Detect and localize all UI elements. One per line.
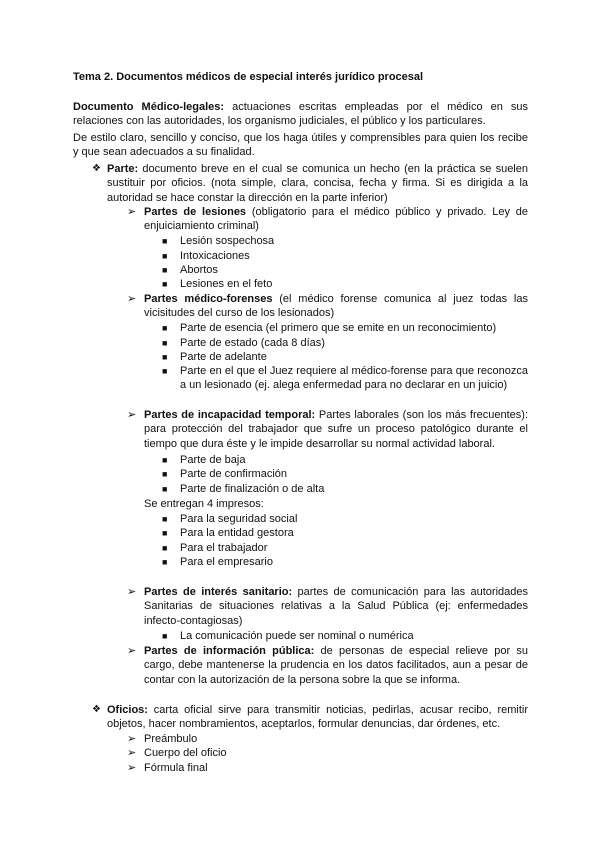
list-item — [162, 336, 528, 350]
square-bullet-icon: ■ — [162, 251, 168, 261]
parte-text: documento breve en el cual se comunica un hecho (en la práctica se suelen sustituir por oficios. (nota simple, clara, concisa, fecha y firma. Si es dirigida a la autoridad se hace constar la dirección en la parte inferior) — [107, 163, 528, 204]
square-bullet-icon: ■ — [162, 455, 168, 465]
square-bullet-icon: ■ — [162, 557, 168, 567]
list-item — [162, 482, 528, 496]
arrow-bullet-icon: ➢ — [127, 762, 137, 774]
list-item-text: Parte de baja — [180, 454, 246, 466]
list-item-text: Intoxicaciones — [180, 250, 250, 262]
arrow-bullet-icon: ➢ — [127, 293, 137, 305]
diamond-bullet-icon: ❖ — [92, 163, 101, 174]
intro-term: Documento Médico-legales: — [73, 101, 225, 113]
list-item-text — [107, 162, 528, 205]
list-item — [162, 526, 528, 540]
sanitario-text: partes de comunicación para las autoridades Sanitarias de situaciones relativas a la Salud Pública (ej: enfermedades infecto-contagiosas) — [144, 586, 528, 627]
arrow-bullet-icon: ➢ — [127, 733, 137, 745]
sanitario-term: Partes de interés sanitario: — [144, 586, 293, 598]
list-item — [127, 746, 528, 760]
square-bullet-icon: ■ — [162, 338, 168, 348]
list-item — [162, 277, 528, 291]
arrow-bullet-icon: ➢ — [127, 645, 137, 657]
list-item-incapacidad — [127, 408, 528, 451]
list-item-text — [144, 644, 528, 687]
list-item-text: Abortos — [180, 264, 218, 276]
list-item-text: Parte de estado (cada 8 días) — [180, 337, 325, 349]
page-title: Tema 2. Documentos médicos de especial interés jurídico procesal — [73, 71, 424, 83]
list-item-text: Lesiones en el feto — [180, 278, 273, 290]
list-item — [162, 467, 528, 481]
square-bullet-icon: ■ — [162, 323, 168, 333]
arrow-bullet-icon: ➢ — [127, 409, 137, 421]
list-item-text: Cuerpo del oficio — [144, 747, 227, 759]
lesiones-text: (obligatorio para el médico público y privado. Ley de enjuiciamiento criminal) — [144, 206, 528, 233]
square-bullet-icon: ■ — [162, 543, 168, 553]
intro-style: De estilo claro, sencillo y conciso, que los haga útiles y comprensibles para quien los recibe y que sean adecuados a su finalidad. — [73, 132, 528, 159]
arrow-bullet-icon: ➢ — [127, 586, 137, 598]
list-item-text: Parte de esencia (el primero que se emite en un reconocimiento) — [180, 322, 497, 334]
diamond-bullet-icon: ❖ — [92, 704, 101, 715]
list-item — [162, 512, 528, 526]
list-item — [127, 732, 528, 746]
list-item — [162, 234, 528, 248]
list-item-text: La comunicación puede ser nominal o numérica — [180, 630, 414, 642]
incapacidad-text: Partes laborales (son los más frecuentes): para protección del trabajador que sufre un proceso patológico durante el tiempo que dura éste y le impide desarrollar su normal actividad laboral. — [144, 409, 529, 450]
list-item — [162, 249, 528, 263]
square-bullet-icon: ■ — [162, 528, 168, 538]
list-item-text: Para la entidad gestora — [180, 527, 294, 539]
square-bullet-icon: ■ — [162, 484, 168, 494]
oficios-text: carta oficial sirve para transmitir noticias, pedirlas, acusar recibo, remitir objetos, hacer nombramientos, aceptarlos, formular denuncias, dar órdenes, etc. — [107, 704, 528, 731]
list-item-text: Parte de adelante — [180, 351, 267, 363]
square-bullet-icon: ■ — [162, 514, 168, 524]
list-item — [162, 263, 528, 277]
publica-text: de personas de especial relieve por su cargo, debe mantenerse la prudencia en los datos facilitados, aun a pesar de contar con la autorización de la persona sobre la que se informa. — [144, 645, 528, 686]
square-bullet-icon: ■ — [162, 279, 168, 289]
forenses-term: Partes médico-forenses — [144, 293, 273, 305]
square-bullet-icon: ■ — [162, 236, 168, 246]
list-item — [162, 453, 528, 467]
square-bullet-icon: ■ — [162, 366, 168, 376]
parte-term: Parte: — [107, 163, 139, 175]
list-item-sanitario — [127, 585, 528, 628]
list-item — [162, 629, 528, 643]
list-item-forenses — [127, 292, 528, 321]
intro-definition-text: actuaciones escritas empleadas por el médico en sus relaciones con las autoridades, los organismo judiciales, el público y los particulares. — [73, 101, 529, 128]
list-item-text — [144, 292, 528, 321]
list-item-text: Para el empresario — [180, 556, 273, 568]
list-item-text: Parte en el que el Juez requiere al médico-forense para que reconozca a un lesionado (ej. alega enfermedad para no declarar en un juicio) — [180, 365, 528, 392]
list-item-text — [144, 205, 528, 234]
list-item-text — [144, 408, 528, 451]
list-item-text: Parte de finalización o de alta — [180, 483, 325, 495]
arrow-bullet-icon: ➢ — [127, 747, 137, 759]
list-item-text — [144, 585, 528, 628]
square-bullet-icon: ■ — [162, 631, 168, 641]
oficios-term: Oficios: — [107, 704, 148, 716]
list-item-text: Para el trabajador — [180, 542, 268, 554]
list-item-parte — [92, 162, 528, 205]
list-item-text: Preámbulo — [144, 733, 198, 745]
list-item-text — [107, 703, 528, 732]
impresos-label: Se entregan 4 impresos: — [144, 498, 264, 510]
list-item — [162, 321, 528, 335]
list-item — [127, 761, 528, 775]
forenses-text: (el médico forense comunica al juez todas las vicisitudes del curso de los lesionados) — [144, 293, 528, 320]
list-item — [162, 555, 528, 569]
lesiones-term: Partes de lesiones — [144, 206, 247, 218]
square-bullet-icon: ■ — [162, 352, 168, 362]
list-item-lesiones — [127, 205, 528, 234]
square-bullet-icon: ■ — [162, 265, 168, 275]
arrow-bullet-icon: ➢ — [127, 206, 137, 218]
square-bullet-icon: ■ — [162, 469, 168, 479]
list-item — [162, 541, 528, 555]
list-item-text: Fórmula final — [144, 762, 208, 774]
list-item — [162, 364, 528, 393]
intro-definition — [73, 100, 528, 129]
list-item-publica — [127, 644, 528, 687]
list-item-text: Lesión sospechosa — [180, 235, 275, 247]
list-item-oficios — [92, 703, 528, 732]
publica-term: Partes de información pública: — [144, 645, 315, 657]
list-item-text: Parte de confirmación — [180, 468, 287, 480]
list-item-text: Para la seguridad social — [180, 513, 298, 525]
incapacidad-term: Partes de incapacidad temporal: — [144, 409, 316, 421]
list-item — [162, 350, 528, 364]
